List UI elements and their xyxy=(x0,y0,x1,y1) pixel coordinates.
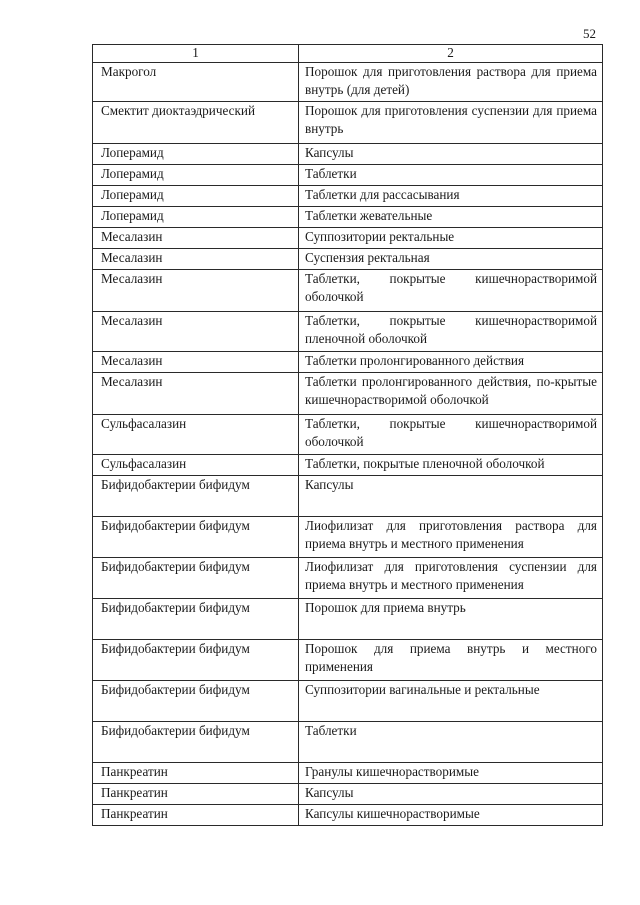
drug-name-cell: Месалазин xyxy=(93,270,299,312)
table-row xyxy=(93,270,603,312)
dosage-form-cell: Порошок для приготовления суспензии для приема внутрь xyxy=(299,102,603,144)
table-row xyxy=(93,681,603,722)
drug-forms-table xyxy=(92,44,603,826)
table-row xyxy=(93,517,603,558)
table-row xyxy=(93,102,603,144)
drug-name-cell: Бифидобактерии бифидум xyxy=(93,722,299,763)
table-row xyxy=(93,207,603,228)
table-row xyxy=(93,228,603,249)
table-body xyxy=(93,63,603,826)
dosage-form-cell: Таблетки для рассасывания xyxy=(299,186,603,207)
dosage-form-cell: Капсулы xyxy=(299,784,603,805)
table-row xyxy=(93,165,603,186)
table-row xyxy=(93,312,603,352)
drug-name-cell: Лоперамид xyxy=(93,186,299,207)
table-row xyxy=(93,763,603,784)
dosage-form-cell: Таблетки, покрытые кишечнорастворимой оболочкой xyxy=(299,415,603,455)
dosage-form-cell: Лиофилизат для приготовления раствора для приема внутрь и местного применения xyxy=(299,517,603,558)
dosage-form-cell: Таблетки xyxy=(299,165,603,186)
table-row xyxy=(93,144,603,165)
drug-name-cell: Лоперамид xyxy=(93,144,299,165)
table-row xyxy=(93,476,603,517)
dosage-form-cell: Таблетки пролонгированного действия xyxy=(299,352,603,373)
page-number: 52 xyxy=(583,26,596,41)
drug-name-cell: Бифидобактерии бифидум xyxy=(93,476,299,517)
dosage-form-cell: Гранулы кишечнорастворимые xyxy=(299,763,603,784)
table-row xyxy=(93,352,603,373)
column-header-2: 2 xyxy=(299,45,603,63)
table-row xyxy=(93,805,603,826)
dosage-form-cell: Капсулы кишечнорастворимые xyxy=(299,805,603,826)
drug-name-cell: Бифидобактерии бифидум xyxy=(93,681,299,722)
table-row xyxy=(93,186,603,207)
table-row xyxy=(93,640,603,681)
table-row xyxy=(93,558,603,599)
column-header-1: 1 xyxy=(93,45,299,63)
dosage-form-cell: Таблетки, покрытые кишечнорастворимой пленочной оболочкой xyxy=(299,312,603,352)
dosage-form-cell: Суппозитории вагинальные и ректальные xyxy=(299,681,603,722)
drug-name-cell: Бифидобактерии бифидум xyxy=(93,558,299,599)
table-row xyxy=(93,722,603,763)
table-row xyxy=(93,455,603,476)
table-row xyxy=(93,784,603,805)
drug-name-cell: Месалазин xyxy=(93,312,299,352)
dosage-form-cell: Порошок для приема внутрь и местного применения xyxy=(299,640,603,681)
drug-name-cell: Сульфасалазин xyxy=(93,455,299,476)
drug-name-cell: Лоперамид xyxy=(93,165,299,186)
dosage-form-cell: Капсулы xyxy=(299,476,603,517)
dosage-form-cell: Суспензия ректальная xyxy=(299,249,603,270)
drug-name-cell: Лоперамид xyxy=(93,207,299,228)
drug-name-cell: Бифидобактерии бифидум xyxy=(93,517,299,558)
dosage-form-cell: Суппозитории ректальные xyxy=(299,228,603,249)
drug-name-cell: Сульфасалазин xyxy=(93,415,299,455)
dosage-form-cell: Лиофилизат для приготовления суспензии для приема внутрь и местного применения xyxy=(299,558,603,599)
dosage-form-cell: Таблетки, покрытые кишечнорастворимой оболочкой xyxy=(299,270,603,312)
drug-name-cell: Панкреатин xyxy=(93,763,299,784)
drug-name-cell: Смектит диоктаэдрический xyxy=(93,102,299,144)
dosage-form-cell: Таблетки xyxy=(299,722,603,763)
table-header-row xyxy=(93,45,603,63)
drug-name-cell: Бифидобактерии бифидум xyxy=(93,640,299,681)
table-row xyxy=(93,63,603,102)
dosage-form-cell: Таблетки жевательные xyxy=(299,207,603,228)
drug-name-cell: Макрогол xyxy=(93,63,299,102)
dosage-form-cell: Таблетки пролонгированного действия, по-крытые кишечнорастворимой оболочкой xyxy=(299,373,603,415)
drug-name-cell: Бифидобактерии бифидум xyxy=(93,599,299,640)
dosage-form-cell: Таблетки, покрытые пленочной оболочкой xyxy=(299,455,603,476)
dosage-form-cell: Порошок для приготовления раствора для приема внутрь (для детей) xyxy=(299,63,603,102)
dosage-form-cell: Капсулы xyxy=(299,144,603,165)
drug-name-cell: Панкреатин xyxy=(93,784,299,805)
drug-name-cell: Месалазин xyxy=(93,249,299,270)
table-row xyxy=(93,415,603,455)
table-row xyxy=(93,373,603,415)
table-row xyxy=(93,599,603,640)
drug-name-cell: Месалазин xyxy=(93,373,299,415)
dosage-form-cell: Порошок для приема внутрь xyxy=(299,599,603,640)
table-row xyxy=(93,249,603,270)
drug-name-cell: Панкреатин xyxy=(93,805,299,826)
drug-name-cell: Месалазин xyxy=(93,352,299,373)
drug-name-cell: Месалазин xyxy=(93,228,299,249)
